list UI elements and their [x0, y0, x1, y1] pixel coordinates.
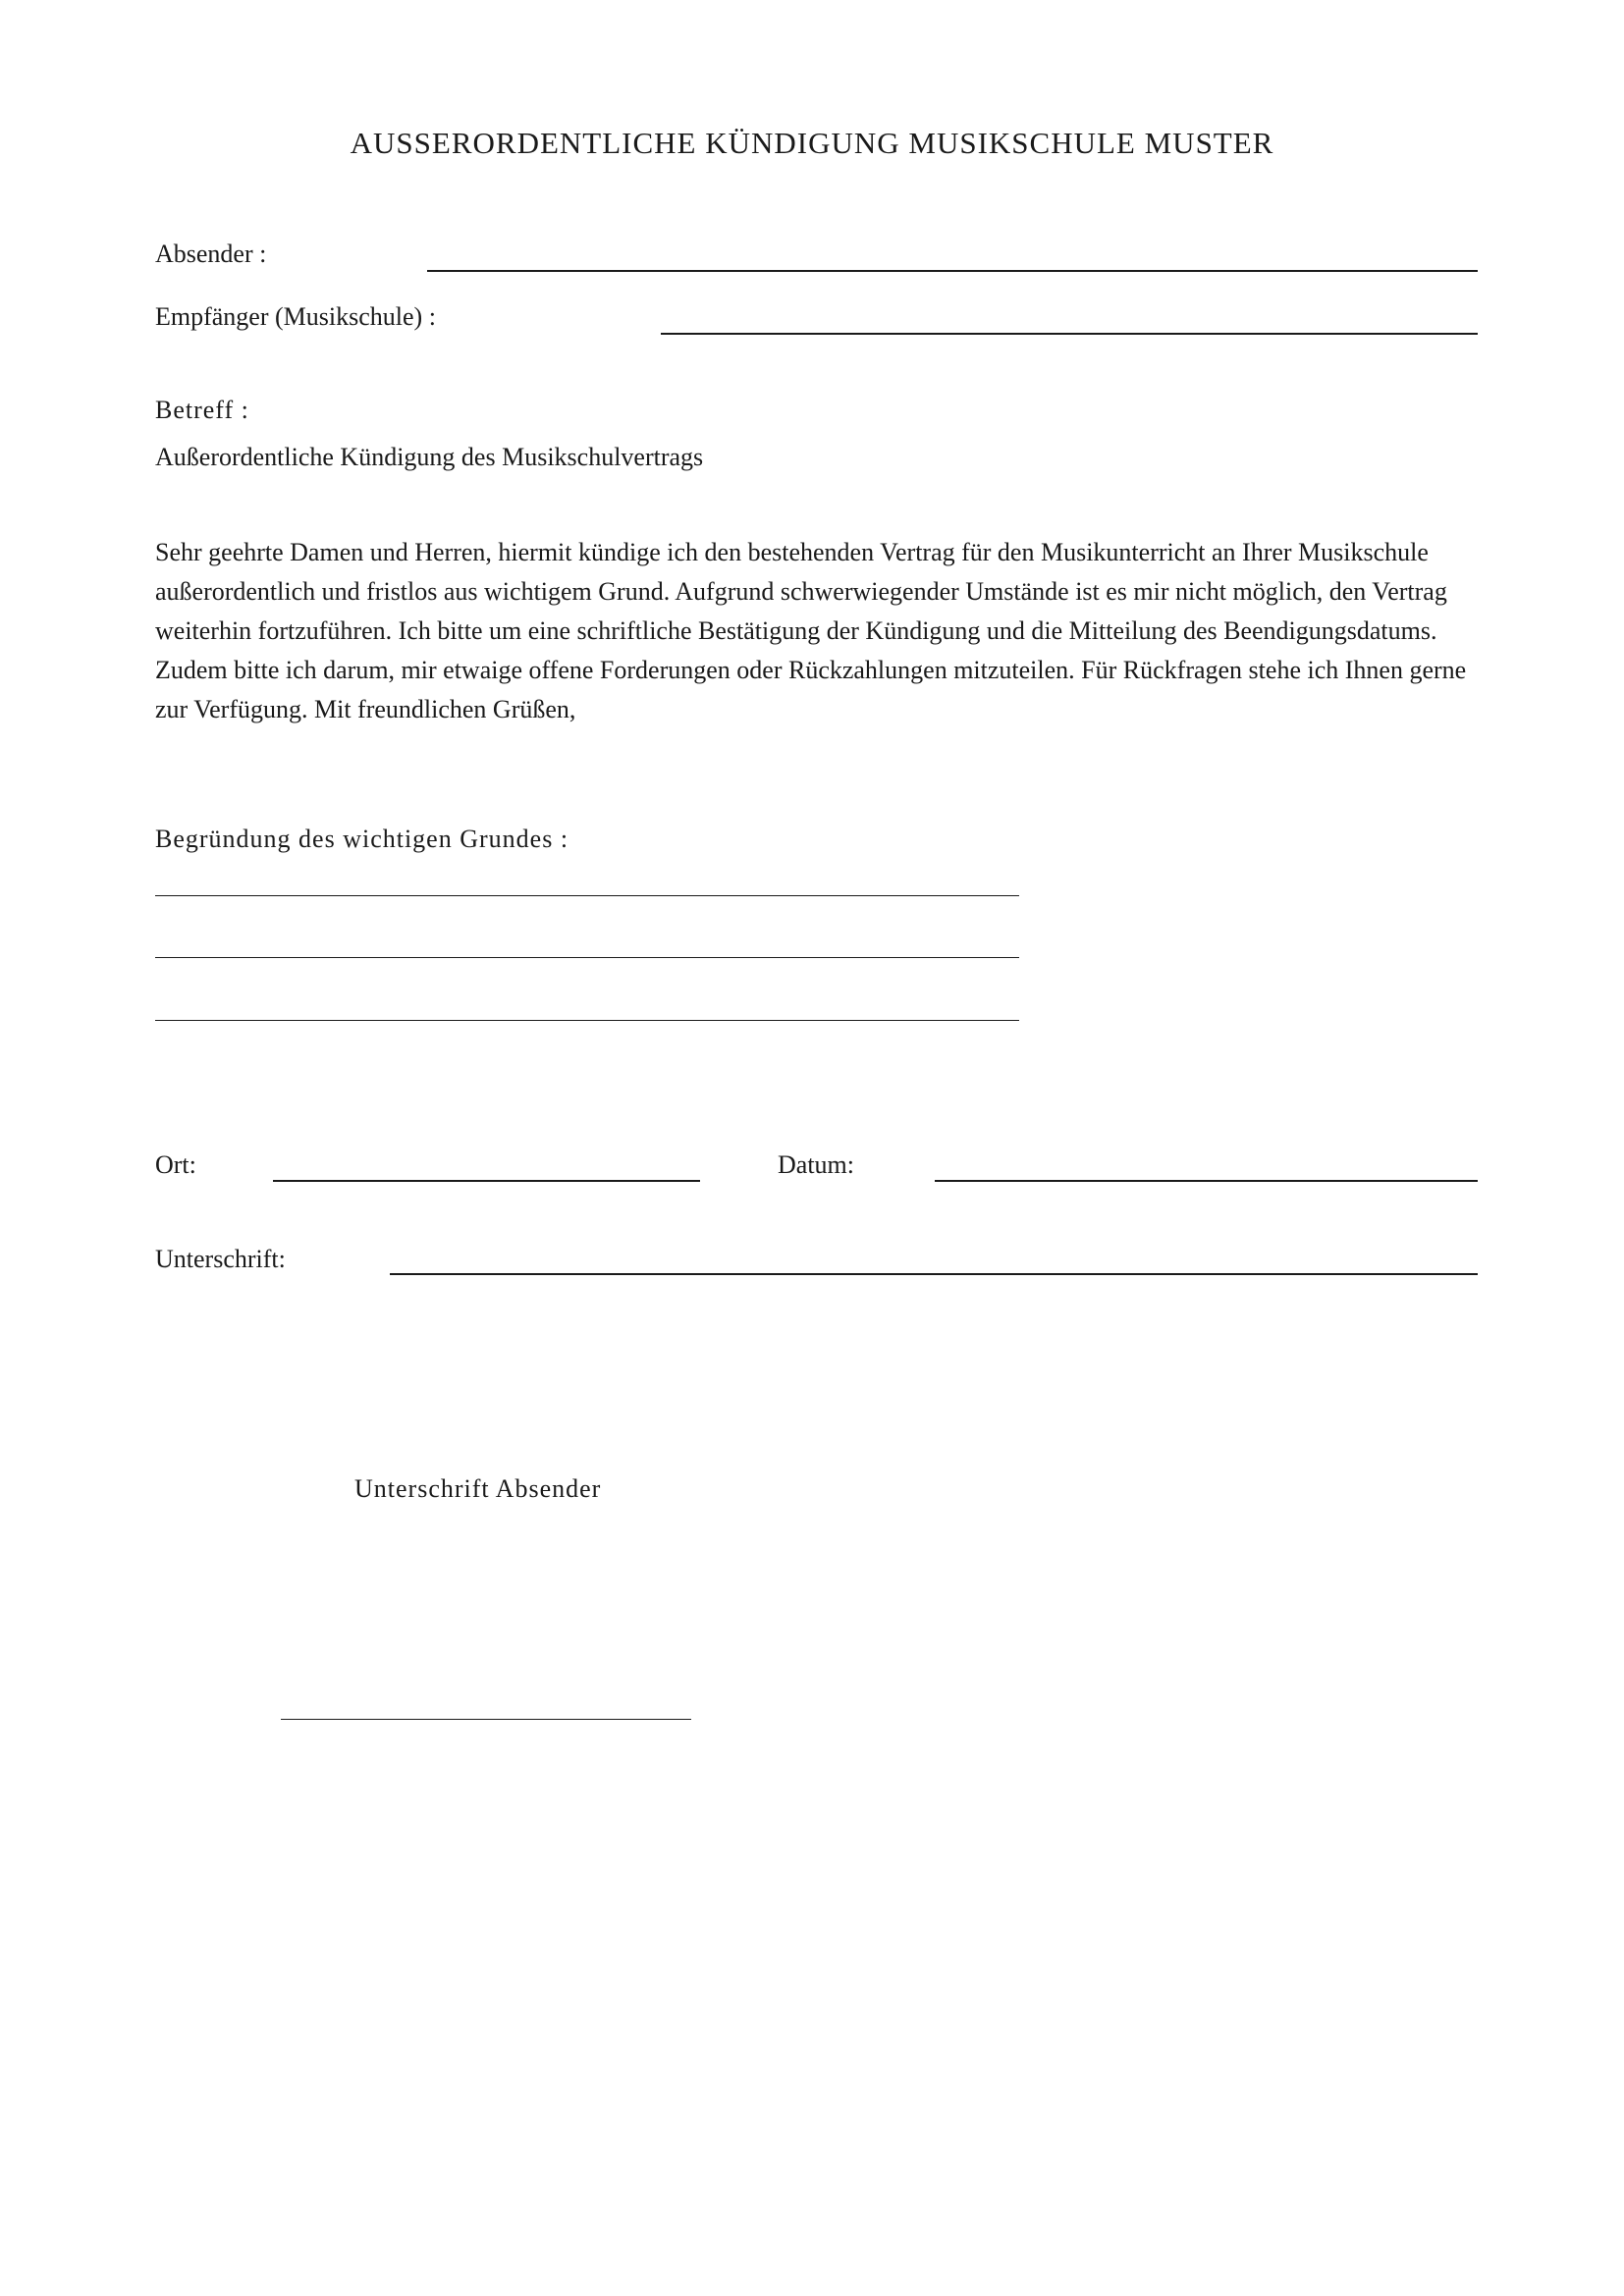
recipient-field-line[interactable]	[661, 333, 1478, 335]
subject-text: Außerordentliche Kündigung des Musikschulvertrags	[155, 443, 704, 471]
sender-field-line[interactable]	[427, 270, 1478, 272]
sender-label: Absender :	[155, 240, 267, 268]
recipient-label: Empfänger (Musikschule) :	[155, 302, 436, 331]
reason-line-3[interactable]	[155, 1020, 1019, 1021]
sender-signature-line[interactable]	[281, 1719, 691, 1720]
reason-line-2[interactable]	[155, 957, 1019, 958]
place-field-line[interactable]	[273, 1180, 700, 1182]
reason-label: Begründung des wichtigen Grundes :	[155, 825, 569, 853]
letter-body: Sehr geehrte Damen und Herren, hiermit kündige ich den bestehenden Vertrag für den Musikunterricht an Ihrer Musikschule außerordentlich und fristlos aus wichtigem Grund. Aufgrund schwerwiegender Umstände ist es mir nicht möglich, den Vertrag weiterhin fortzuführen. Ich bitte um eine schriftliche Bestätigung der Kündigung und die Mitteilung des Beendigungsdatums. Zudem bitte ich darum, mir etwaige offene Forderungen oder Rückzahlungen mitzuteilen. Für Rückfragen stehe ich Ihnen gerne zur Verfügung. Mit freundlichen Grüßen,	[155, 538, 1467, 723]
signature-field-line[interactable]	[390, 1273, 1478, 1275]
date-label: Datum:	[778, 1150, 854, 1179]
sender-signature-caption: Unterschrift Absender	[354, 1474, 602, 1503]
signature-label: Unterschrift:	[155, 1245, 286, 1273]
subject-label: Betreff :	[155, 396, 249, 424]
document-title: AUSSERORDENTLICHE KÜNDIGUNG MUSIKSCHULE MUSTER	[350, 126, 1274, 160]
place-label: Ort:	[155, 1150, 196, 1179]
reason-line-1[interactable]	[155, 895, 1019, 896]
date-field-line[interactable]	[935, 1180, 1478, 1182]
